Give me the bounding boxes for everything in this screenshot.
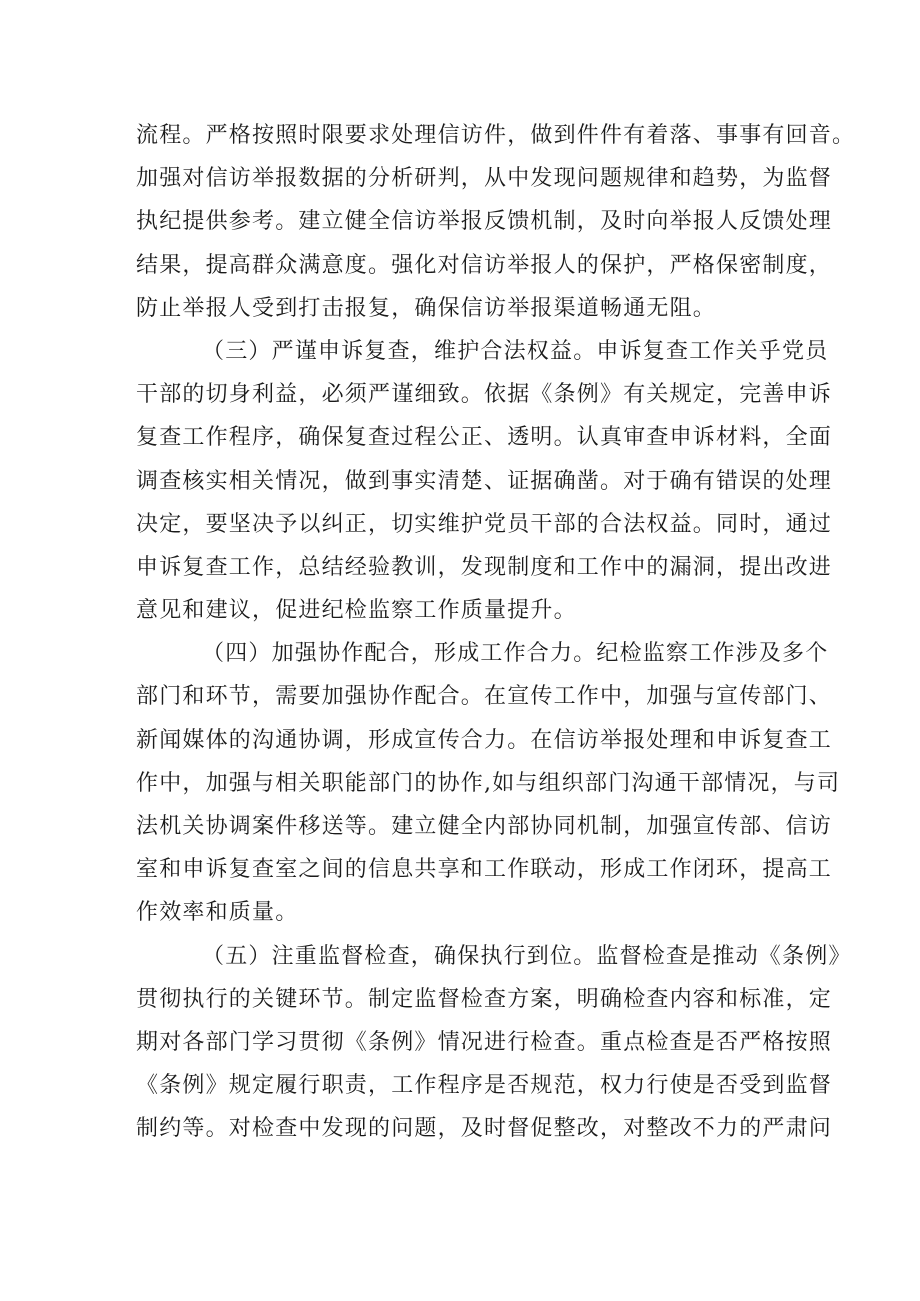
section-heading-line: （三）严谨申诉复查，维护合法权益。申诉复查工作关乎党员 <box>202 338 829 364</box>
text-line: 复查工作程序，确保复查过程公正、透明。认真审查申诉材料，全面 <box>136 425 833 451</box>
text-line: 加强对信访举报数据的分析研判，从中发现问题规律和趋势，为监督 <box>136 166 833 192</box>
text-line: 执纪提供参考。建立健全信访举报反馈机制，及时向举报人反馈处理 <box>136 209 833 235</box>
text-line: 结果，提高群众满意度。强化对信访举报人的保护，严格保密制度， <box>136 252 833 278</box>
text-line: 《条例》规定履行职责，工作程序是否规范，权力行使是否受到监督 <box>136 1073 833 1099</box>
text-line: 室和申诉复查室之间的信息共享和工作联动，形成工作闭环，提高工 <box>136 857 833 883</box>
text-line: 流程。严格按照时限要求处理信访件，做到件件有着落、事事有回音。 <box>136 123 856 148</box>
text-line: 调查核实相关情况，做到事实清楚、证据确凿。对于确有错误的处理 <box>136 468 833 494</box>
section-heading-line: （四）加强协作配合，形成工作合力。纪检监察工作涉及多个 <box>202 641 829 667</box>
text-line: 贯彻执行的关键环节。制定监督检查方案，明确检查内容和标准，定 <box>136 986 833 1012</box>
text-line: 干部的切身利益，必须严谨细致。依据《条例》有关规定，完善申诉 <box>136 382 833 408</box>
text-line: 防止举报人受到打击报复，确保信访举报渠道畅通无阻。 <box>136 295 717 321</box>
text-line: 作效率和质量。 <box>136 900 299 926</box>
text-line: 期对各部门学习贯彻《条例》情况进行检查。重点检查是否严格按照 <box>136 1029 833 1055</box>
text-line: 法机关协调案件移送等。建立健全内部协同机制，加强宣传部、信访 <box>136 814 833 839</box>
document-body <box>136 114 856 1151</box>
text-line: 制约等。对检查中发现的问题，及时督促整改，对整改不力的严肃问 <box>136 1116 833 1142</box>
text-line: 作中，加强与相关职能部门的协作,如与组织部门沟通干部情况，与司 <box>136 770 841 796</box>
text-line: 新闻媒体的沟通协调，形成宣传合力。在信访举报处理和申诉复查工 <box>136 727 833 753</box>
text-line: 申诉复查工作，总结经验教训，发现制度和工作中的漏洞，提出改进 <box>136 554 833 580</box>
text-line: 意见和建议，促进纪检监察工作质量提升。 <box>136 598 577 624</box>
text-line: 部门和环节，需要加强协作配合。在宣传工作中，加强与宣传部门、 <box>136 684 833 710</box>
section-heading-line: （五）注重监督检查，确保执行到位。监督检查是推动《条例》 <box>202 943 852 969</box>
text-line: 决定，要坚决予以纠正，切实维护党员干部的合法权益。同时，通过 <box>136 511 833 537</box>
